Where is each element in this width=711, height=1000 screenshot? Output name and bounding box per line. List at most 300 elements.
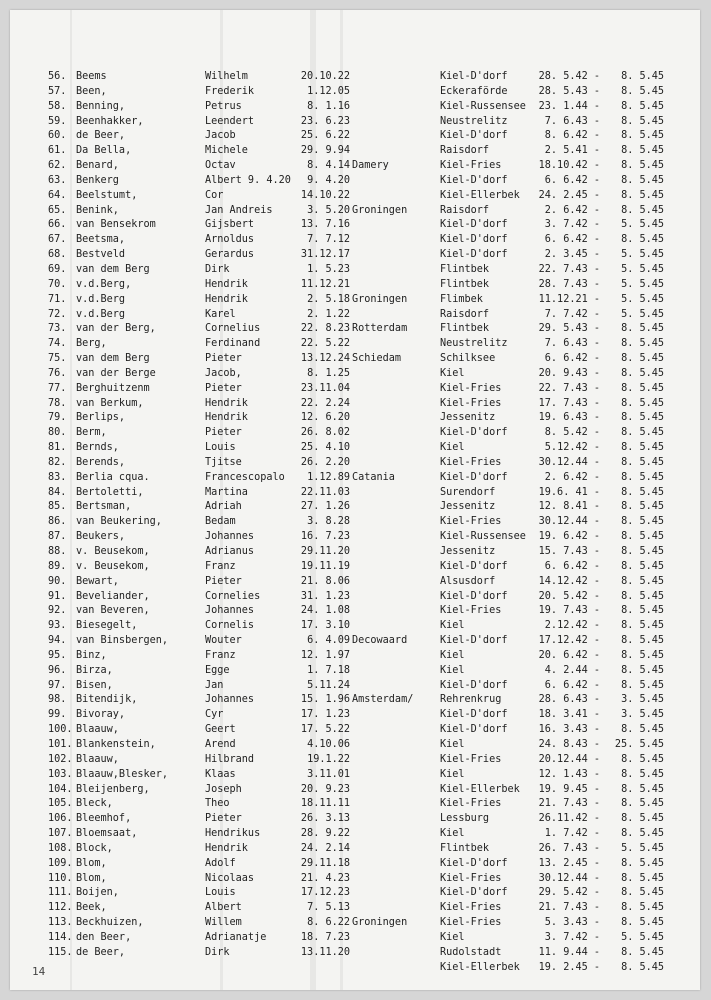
cell-to: 8. 5.45 xyxy=(621,442,664,454)
cell-from: 2. 6.42 - xyxy=(544,204,600,216)
cell-camp: Kiel-Fries xyxy=(440,382,502,394)
table-row xyxy=(10,115,700,130)
cell-camp: Neustrelitz xyxy=(440,338,508,350)
cell-num: 80. xyxy=(48,427,67,439)
cell-to: 8. 5.45 xyxy=(621,367,664,379)
cell-num: 112. xyxy=(48,902,73,914)
cell-from: 28. 5.43 - xyxy=(538,85,600,97)
cell-first: Johannes xyxy=(205,605,255,617)
cell-to: 8. 5.45 xyxy=(621,575,664,587)
cell-dob: 31. 1.23 xyxy=(300,590,350,602)
cell-last: van Bensekrom xyxy=(76,219,156,231)
cell-to: 8. 5.45 xyxy=(621,412,664,424)
cell-camp: Kiel xyxy=(440,367,465,379)
cell-from: 6. 6.42 - xyxy=(544,353,600,365)
cell-first: Wilhelm xyxy=(205,71,248,82)
cell-to: 8. 5.45 xyxy=(621,590,664,602)
cell-first: Frederik xyxy=(205,85,255,97)
cell-num: 59. xyxy=(48,115,67,127)
cell-to: 8. 5.45 xyxy=(621,516,664,528)
cell-num: 63. xyxy=(48,174,67,186)
cell-last: v.d.Berg xyxy=(76,293,126,305)
cell-camp: Kiel xyxy=(440,664,465,676)
cell-from: 3. 7.42 - xyxy=(544,219,600,231)
cell-camp: Kiel-Ellerbek xyxy=(440,189,520,201)
cell-from: 5.12.42 - xyxy=(544,442,600,454)
cell-first: Leendert xyxy=(205,115,255,127)
cell-last: Bertsman, xyxy=(76,501,132,513)
cell-dob: 22. 2.24 xyxy=(300,397,350,409)
cell-first: Joseph xyxy=(205,783,242,795)
cell-num: 100. xyxy=(48,724,73,736)
cell-last: Been, xyxy=(76,85,107,97)
cell-camp: Kiel xyxy=(440,649,465,661)
cell-from: 29. 5.43 - xyxy=(538,323,600,335)
cell-to: 5. 5.45 xyxy=(621,842,664,854)
cell-first: Michele xyxy=(205,145,248,157)
cell-last: Bivoray, xyxy=(76,709,126,721)
table-row xyxy=(10,233,700,248)
cell-to: 8. 5.45 xyxy=(621,649,664,661)
cell-first: Gerardus xyxy=(205,249,255,261)
cell-camp: Kiel-Fries xyxy=(440,872,502,884)
cell-from: 11.12.21 - xyxy=(538,293,600,305)
cell-dob: 2. 5.18 xyxy=(307,293,350,305)
cell-last: Beems xyxy=(76,71,107,82)
table-row xyxy=(10,783,700,798)
cell-num: 72. xyxy=(48,308,67,320)
cell-first: Adolf xyxy=(205,857,236,869)
cell-dob: 31.12.17 xyxy=(300,249,350,261)
table-row xyxy=(10,634,700,649)
cell-dob: 21. 4.23 xyxy=(300,872,350,884)
table-row xyxy=(10,886,700,901)
cell-dob: 3. 8.28 xyxy=(307,516,350,528)
cell-first: Martina xyxy=(205,486,248,498)
cell-dob: 8. 1.16 xyxy=(307,100,350,112)
cell-camp: Surendorf xyxy=(440,486,496,498)
cell-pob: Damery xyxy=(352,160,389,172)
cell-first: Pieter xyxy=(205,427,242,439)
table-row xyxy=(10,931,700,946)
cell-to: 8. 5.45 xyxy=(621,456,664,468)
cell-dob: 27. 1.26 xyxy=(300,501,350,513)
cell-last: Benning, xyxy=(76,100,126,112)
cell-from: 14.12.42 - xyxy=(538,575,600,587)
cell-last: van Binsbergen, xyxy=(76,635,169,647)
cell-first: Franz xyxy=(205,649,236,661)
table-row xyxy=(10,753,700,768)
cell-num: 110. xyxy=(48,872,73,884)
cell-to: 5. 5.45 xyxy=(621,293,664,305)
cell-first: Cornelius xyxy=(205,323,261,335)
cell-num: 88. xyxy=(48,546,67,557)
cell-from: 6. 6.42 - xyxy=(544,679,600,691)
table-row xyxy=(10,189,700,204)
cell-last: Bleck, xyxy=(76,798,113,810)
document-page xyxy=(10,10,700,990)
cell-camp: Kiel-Russensee xyxy=(440,100,526,112)
table-row xyxy=(10,664,700,679)
cell-camp: Kiel-Fries xyxy=(440,456,502,468)
cell-pob: Schiedam xyxy=(352,353,402,365)
cell-last: van Beukering, xyxy=(76,516,162,528)
cell-first: Arend xyxy=(205,738,236,750)
cell-num: 74. xyxy=(48,338,67,350)
cell-num: 83. xyxy=(48,471,67,483)
cell-to: 8. 5.45 xyxy=(621,546,664,557)
table-row xyxy=(10,797,700,812)
cell-to: 5. 5.45 xyxy=(621,931,664,943)
cell-camp: Kiel-Ellerbek xyxy=(440,783,520,795)
cell-camp: Kiel-Ellerbek xyxy=(440,961,520,973)
cell-dob: 25. 6.22 xyxy=(300,130,350,142)
cell-camp: Jessenitz xyxy=(440,501,496,513)
table-row xyxy=(10,723,700,738)
cell-last: den Beer, xyxy=(76,931,132,943)
record-list xyxy=(10,70,700,975)
cell-from: 1. 7.42 - xyxy=(544,828,600,840)
cell-last: Benkerg xyxy=(76,174,119,186)
cell-num: 67. xyxy=(48,234,67,246)
cell-first: Karel xyxy=(205,308,236,320)
cell-from: 12. 8.41 - xyxy=(538,501,600,513)
cell-pob: Groningen xyxy=(352,917,408,929)
cell-num: 75. xyxy=(48,353,67,365)
cell-to: 8. 5.45 xyxy=(621,145,664,157)
cell-from: 24. 8.43 - xyxy=(538,738,600,750)
cell-camp: Kiel xyxy=(440,828,465,840)
cell-dob: 26. 2.20 xyxy=(300,456,350,468)
table-row xyxy=(10,619,700,634)
cell-dob: 20. 9.23 xyxy=(300,783,350,795)
cell-dob: 17. 1.23 xyxy=(300,709,350,721)
cell-num: 76. xyxy=(48,367,67,379)
cell-from: 19. 6.42 - xyxy=(538,531,600,543)
cell-to: 8. 5.45 xyxy=(621,961,664,973)
cell-num: 61. xyxy=(48,145,67,157)
cell-num: 113. xyxy=(48,917,73,929)
cell-first: Geert xyxy=(205,724,236,736)
cell-to: 8. 5.45 xyxy=(621,813,664,825)
cell-last: Blom, xyxy=(76,872,107,884)
cell-dob: 24. 1.08 xyxy=(300,605,350,617)
cell-from: 20. 9.43 - xyxy=(538,367,600,379)
table-row xyxy=(10,575,700,590)
table-row xyxy=(10,411,700,426)
cell-camp: Kiel-D'dorf xyxy=(440,234,508,246)
table-row xyxy=(10,352,700,367)
cell-from: 30.12.44 - xyxy=(538,456,600,468)
cell-camp: Jessenitz xyxy=(440,546,496,557)
cell-camp: Kiel xyxy=(440,768,465,780)
cell-num: 64. xyxy=(48,189,67,201)
cell-dob: 17. 5.22 xyxy=(300,724,350,736)
cell-camp: Kiel xyxy=(440,738,465,750)
cell-first: Adriah xyxy=(205,501,242,513)
cell-to: 8. 5.45 xyxy=(621,605,664,617)
cell-from: 17. 7.43 - xyxy=(538,397,600,409)
cell-first: Johannes xyxy=(205,694,255,706)
cell-camp: Kiel-D'dorf xyxy=(440,590,508,602)
cell-last: v. Beusekom, xyxy=(76,560,150,572)
cell-to: 8. 5.45 xyxy=(621,857,664,869)
cell-num: 103. xyxy=(48,768,73,780)
cell-dob: 5.11.24 xyxy=(307,679,350,691)
cell-num: 81. xyxy=(48,442,67,454)
cell-dob: 12. 1.97 xyxy=(300,649,350,661)
cell-num: 85. xyxy=(48,501,67,513)
cell-first: Bedam xyxy=(205,516,236,528)
table-row xyxy=(10,471,700,486)
cell-camp: Kiel xyxy=(440,620,465,632)
cell-num: 71. xyxy=(48,293,67,305)
cell-last: v.d.Berg, xyxy=(76,278,132,290)
cell-first: Hendrik xyxy=(205,293,248,305)
cell-num: 90. xyxy=(48,575,67,587)
table-row xyxy=(10,857,700,872)
cell-num: 114. xyxy=(48,931,73,943)
cell-dob: 8. 1.25 xyxy=(307,367,350,379)
cell-dob: 8. 6.22 xyxy=(307,917,350,929)
cell-dob: 29. 9.94 xyxy=(300,145,350,157)
cell-first: Octav xyxy=(205,160,236,172)
cell-from: 19. 7.43 - xyxy=(538,605,600,617)
cell-last: Blom, xyxy=(76,857,107,869)
cell-num: 56. xyxy=(48,71,67,82)
cell-dob: 22. 8.23 xyxy=(300,323,350,335)
table-row xyxy=(10,426,700,441)
cell-dob: 22. 5.22 xyxy=(300,338,350,350)
cell-from: 28. 7.43 - xyxy=(538,278,600,290)
cell-last: Bertoletti, xyxy=(76,486,144,498)
cell-last: Berg, xyxy=(76,338,107,350)
cell-dob: 19.1.22 xyxy=(307,753,350,765)
cell-to: 8. 5.45 xyxy=(621,783,664,795)
cell-camp: Kiel-D'dorf xyxy=(440,471,508,483)
cell-to: 5. 5.45 xyxy=(621,278,664,290)
cell-first: Hilbrand xyxy=(205,753,255,765)
table-row xyxy=(10,916,700,931)
cell-first: Jacob xyxy=(205,130,236,142)
table-row xyxy=(10,70,700,85)
cell-num: 77. xyxy=(48,382,67,394)
cell-pob: Catania xyxy=(352,471,395,483)
cell-dob: 29.11.20 xyxy=(300,546,350,557)
cell-from: 16. 3.43 - xyxy=(538,724,600,736)
cell-to: 8. 5.45 xyxy=(621,85,664,97)
cell-dob: 13. 7.16 xyxy=(300,219,350,231)
table-row xyxy=(10,100,700,115)
cell-from: 30.12.44 - xyxy=(538,872,600,884)
cell-last: Bisen, xyxy=(76,679,113,691)
cell-num: 62. xyxy=(48,160,67,172)
cell-camp: Kiel-D'dorf xyxy=(440,71,508,82)
cell-to: 8. 5.45 xyxy=(621,768,664,780)
cell-camp: Kiel-Fries xyxy=(440,397,502,409)
cell-last: van Berkum, xyxy=(76,397,144,409)
cell-num: 91. xyxy=(48,590,67,602)
cell-to: 8. 5.45 xyxy=(621,679,664,691)
cell-dob: 25. 4.10 xyxy=(300,442,350,454)
cell-to: 8. 5.45 xyxy=(621,471,664,483)
table-row xyxy=(10,649,700,664)
cell-from: 20.12.44 - xyxy=(538,753,600,765)
cell-num: 89. xyxy=(48,560,67,572)
cell-first: Cyr xyxy=(205,709,224,721)
cell-last: de Beer, xyxy=(76,946,126,958)
cell-camp: Flintbek xyxy=(440,263,490,275)
cell-first: Pieter xyxy=(205,382,242,394)
cell-dob: 1. 5.23 xyxy=(307,263,350,275)
cell-last: Benard, xyxy=(76,160,119,172)
cell-num: 79. xyxy=(48,412,67,424)
cell-last: Boijen, xyxy=(76,887,119,899)
table-row xyxy=(10,946,700,961)
cell-num: 60. xyxy=(48,130,67,142)
table-row xyxy=(10,827,700,842)
cell-last: Blaauw,Blesker, xyxy=(76,768,169,780)
cell-camp: Kiel-Fries xyxy=(440,902,502,914)
table-row xyxy=(10,129,700,144)
cell-first: Dirk xyxy=(205,946,230,958)
table-row xyxy=(10,693,700,708)
cell-camp: Kiel-D'dorf xyxy=(440,427,508,439)
cell-to: 8. 5.45 xyxy=(621,753,664,765)
cell-to: 8. 5.45 xyxy=(621,234,664,246)
cell-camp: Eckeraförde xyxy=(440,85,508,97)
table-row xyxy=(10,308,700,323)
cell-dob: 19.11.19 xyxy=(300,560,350,572)
cell-num: 86. xyxy=(48,516,67,528)
cell-first: Willem xyxy=(205,917,242,929)
cell-last: Berghuitzenm xyxy=(76,382,150,394)
cell-from: 19.6. 41 - xyxy=(538,486,600,498)
cell-last: Bleijenberg, xyxy=(76,783,150,795)
cell-dob: 18.11.11 xyxy=(300,798,350,810)
cell-dob: 23. 6.23 xyxy=(300,115,350,127)
table-row xyxy=(10,738,700,753)
cell-first: Francescopalo xyxy=(205,471,285,483)
cell-last: Biesegelt, xyxy=(76,620,138,632)
cell-from: 8. 5.42 - xyxy=(544,427,600,439)
cell-num: 106. xyxy=(48,813,73,825)
cell-dob: 18. 7.23 xyxy=(300,931,350,943)
cell-num: 109. xyxy=(48,857,73,869)
table-row xyxy=(10,768,700,783)
cell-to: 8. 5.45 xyxy=(621,887,664,899)
cell-dob: 16. 7.23 xyxy=(300,531,350,543)
cell-dob: 7. 5.13 xyxy=(307,902,350,914)
cell-camp: Kiel-D'dorf xyxy=(440,709,508,721)
cell-num: 104. xyxy=(48,783,73,795)
cell-from: 20. 6.42 - xyxy=(538,649,600,661)
cell-from: 7. 6.43 - xyxy=(544,338,600,350)
table-row xyxy=(10,560,700,575)
cell-num: 57. xyxy=(48,85,67,97)
cell-camp: Rehrenkrug xyxy=(440,694,502,706)
cell-last: Blankenstein, xyxy=(76,738,156,750)
cell-last: van dem Berg xyxy=(76,263,150,275)
cell-last: Berends, xyxy=(76,456,126,468)
cell-dob: 13.12.24 xyxy=(300,353,350,365)
cell-last: v.d.Berg xyxy=(76,308,126,320)
cell-first: Ferdinand xyxy=(205,338,261,350)
cell-camp: Schilksee xyxy=(440,353,496,365)
cell-from: 21. 7.43 - xyxy=(538,902,600,914)
cell-pob: Groningen xyxy=(352,293,408,305)
cell-dob: 29.11.18 xyxy=(300,857,350,869)
table-row xyxy=(10,708,700,723)
cell-last: Berm, xyxy=(76,427,107,439)
cell-num: 111. xyxy=(48,887,73,899)
cell-from: 2.12.42 - xyxy=(544,620,600,632)
cell-to: 3. 5.45 xyxy=(621,694,664,706)
cell-from: 13. 2.45 - xyxy=(538,857,600,869)
cell-dob: 1.12.05 xyxy=(307,85,350,97)
cell-camp: Kiel xyxy=(440,442,465,454)
table-row xyxy=(10,961,700,976)
cell-to: 8. 5.45 xyxy=(621,664,664,676)
cell-to: 8. 5.45 xyxy=(621,338,664,350)
cell-camp: Kiel-D'dorf xyxy=(440,560,508,572)
cell-to: 8. 5.45 xyxy=(621,872,664,884)
table-row xyxy=(10,842,700,857)
cell-camp: Lessburg xyxy=(440,813,490,825)
cell-to: 8. 5.45 xyxy=(621,531,664,543)
cell-to: 8. 5.45 xyxy=(621,382,664,394)
table-row xyxy=(10,218,700,233)
cell-first: Pieter xyxy=(205,813,242,825)
cell-to: 3. 5.45 xyxy=(621,709,664,721)
cell-to: 8. 5.45 xyxy=(621,946,664,958)
cell-first: Arnoldus xyxy=(205,234,255,246)
cell-last: Da Bella, xyxy=(76,145,132,157)
table-row xyxy=(10,382,700,397)
table-row xyxy=(10,604,700,619)
cell-camp: Kiel-Fries xyxy=(440,917,502,929)
cell-to: 8. 5.45 xyxy=(621,204,664,216)
cell-last: Bernds, xyxy=(76,442,119,454)
cell-pob: Amsterdam/ xyxy=(352,694,414,706)
cell-to: 8. 5.45 xyxy=(621,397,664,409)
cell-from: 7. 7.42 - xyxy=(544,308,600,320)
cell-camp: Kiel-Fries xyxy=(440,605,502,617)
cell-from: 17.12.42 - xyxy=(538,635,600,647)
table-row xyxy=(10,679,700,694)
cell-camp: Kiel-Fries xyxy=(440,516,502,528)
cell-num: 69. xyxy=(48,263,67,275)
cell-to: 8. 5.45 xyxy=(621,724,664,736)
cell-to: 8. 5.45 xyxy=(621,917,664,929)
cell-camp: Kiel xyxy=(440,931,465,943)
cell-camp: Alsusdorf xyxy=(440,575,496,587)
cell-to: 8. 5.45 xyxy=(621,501,664,513)
cell-num: 65. xyxy=(48,204,67,216)
table-row xyxy=(10,545,700,560)
cell-dob: 21. 8.06 xyxy=(300,575,350,587)
cell-num: 98. xyxy=(48,694,67,706)
cell-first: Klaas xyxy=(205,768,236,780)
cell-to: 5. 5.45 xyxy=(621,249,664,261)
cell-first: Franz xyxy=(205,560,236,572)
cell-num: 82. xyxy=(48,456,67,468)
cell-last: Blaauw, xyxy=(76,724,119,736)
cell-camp: Flintbek xyxy=(440,278,490,290)
cell-to: 8. 5.45 xyxy=(621,902,664,914)
table-row xyxy=(10,322,700,337)
table-row xyxy=(10,85,700,100)
